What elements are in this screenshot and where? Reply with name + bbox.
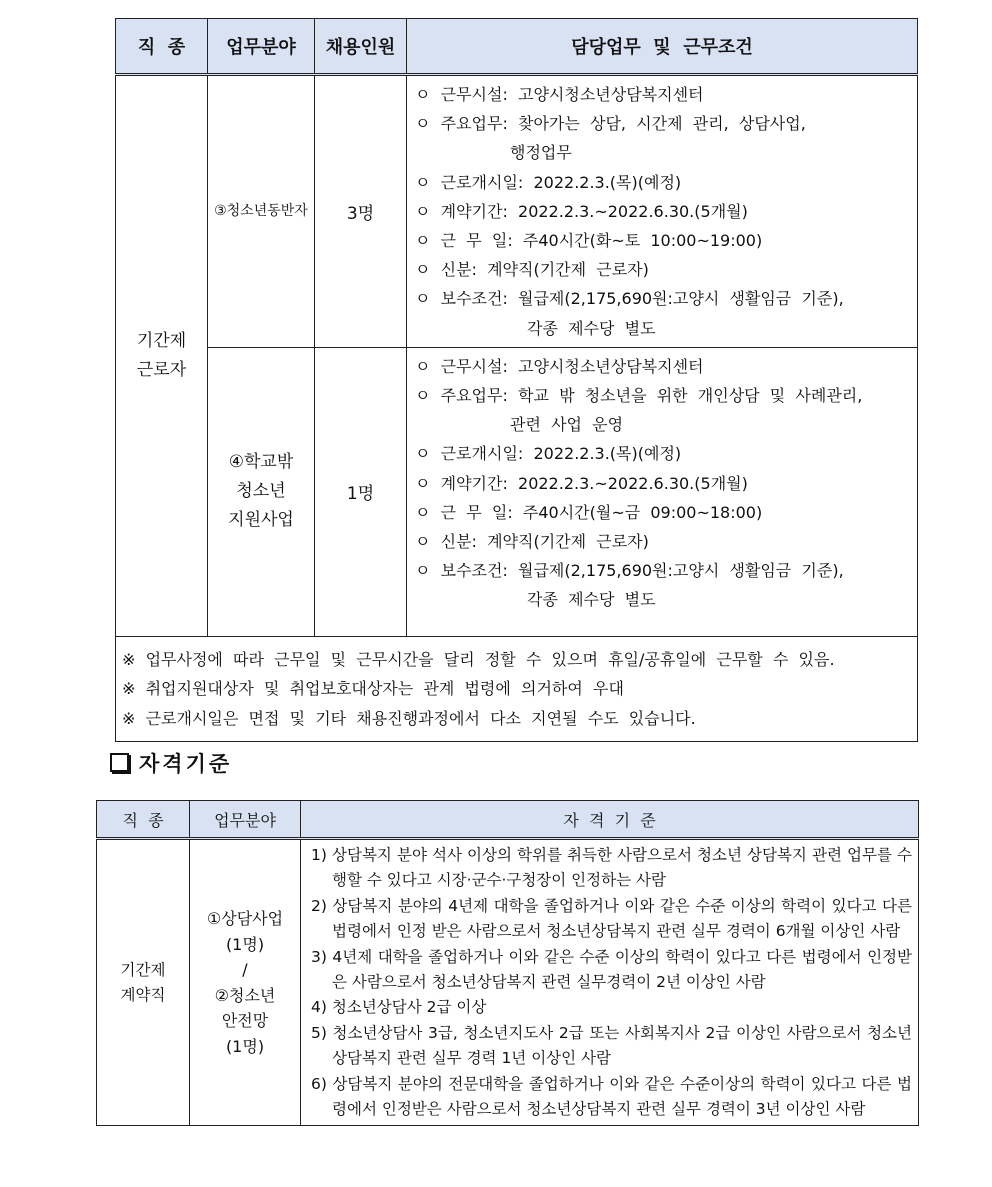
condition-line: ㅇ 보수조건: 월급제(2,175,690원:고양시 생활임금 기준), [415,561,844,581]
criteria-cell [301,839,919,1126]
condition-line: ㅇ 근무시설: 고양시청소년상담복지센터 [415,85,704,104]
job-type-line: 기간제 [136,330,187,351]
condition-line: ㅇ 신분: 계약직(기간제 근로자) [415,260,649,280]
header-field: 업무분야 [208,19,315,75]
note-line: ※ 업무사정에 따라 근무일 및 근무시간을 달리 정할 수 있으며 휴일/공휴일에 근무할 수 있음. [122,649,835,669]
section-title-text: 자격기준 [139,752,233,776]
recruitment-table-header [116,19,918,75]
header-criteria: 자 격 기 준 [301,801,919,839]
note-line: ※ 근로개시일은 면접 및 기타 채용진행과정에서 다소 지연될 수도 있습니다. [122,708,696,728]
recruitment-table [115,18,918,742]
job-type-cell [97,839,190,1126]
field-line: / [242,960,248,980]
job-type-line: 근로자 [136,359,187,380]
condition-line: ㅇ 주요업무: 찾아가는 상담, 시간제 관리, 상담사업, [415,114,806,134]
field-line: ①상담사업 [206,909,284,929]
condition-line: ㅇ 주요업무: 학교 밖 청소년을 위한 개인상담 및 사례관리, [415,386,863,406]
header-job-type: 직 종 [97,801,190,839]
criteria-item: 3) 4년제 대학을 졸업하거나 이와 같은 수준 이상의 학력이 있다고 다른 법령에서 인정받은 사람으로서 청소년상담복지 관련 실무경력이 2년 이상인 사람 [311,947,912,992]
condition-line: 행정업무 [510,143,572,163]
header-conditions: 담당업무 및 근무조건 [407,19,918,75]
recruitment-row [116,347,918,636]
field-cell [190,839,301,1126]
job-type-cell [116,75,208,637]
field-line: ④학교밖 [228,452,294,473]
field-line: 안전망 [221,1011,269,1031]
job-type-line: 계약직 [120,985,166,1004]
recruitment-row [116,75,918,348]
condition-line: ㅇ 보수조건: 월급제(2,175,690원:고양시 생활임금 기준), [415,289,844,309]
condition-line: ㅇ 계약기간: 2022.2.3.~2022.6.30.(5개월) [415,201,748,221]
qualification-table [96,800,919,1126]
criteria-item: 5) 청소년상담사 3급, 청소년지도사 2급 또는 사회복지사 2급 이상인 사람으로서 청소년상담복지 관련 실무 경력 1년 이상인 사람 [311,1023,912,1068]
qualification-table-header [97,801,919,839]
condition-line: ㅇ 근 무 일: 주40시간(화~토 10:00~19:00) [415,231,763,251]
header-count: 채용인원 [315,19,407,75]
count-cell: 1명 [315,347,407,636]
header-field: 업무분야 [190,801,301,839]
qualification-row [97,839,919,1126]
condition-line: ㅇ 근무시설: 고양시청소년상담복지센터 [415,356,704,376]
notes-cell [116,636,918,742]
condition-line: ㅇ 근 무 일: 주40시간(월~금 09:00~18:00) [415,502,763,522]
condition-line: 관련 사업 운영 [510,415,624,435]
field-line: 청소년 [236,481,286,502]
field-line: 지원사업 [228,510,294,531]
field-line: (1명) [225,1036,265,1056]
condition-line: 각종 제수당 별도 [527,590,656,610]
notes-row [116,636,918,742]
condition-line: 각종 제수당 별도 [527,318,656,338]
field-line: (1명) [225,934,265,954]
criteria-item: 2) 상담복지 분야의 4년제 대학을 졸업하거나 이와 같은 수준 이상의 학력이 있다고 다른 법령에서 인정 받은 사람으로서 청소년상담복지 관련 실무 경력이 6개월 이상인 사람 [311,896,912,941]
condition-line: ㅇ 근로개시일: 2022.2.3.(목)(예정) [415,172,682,192]
condition-line: ㅇ 신분: 계약직(기간제 근로자) [415,532,649,552]
condition-line: ㅇ 근로개시일: 2022.2.3.(목)(예정) [415,444,682,464]
checkbox-square-icon [110,753,129,772]
job-type-line: 기간제 [120,960,166,979]
conditions-cell [407,75,918,348]
note-line: ※ 취업지원대상자 및 취업보호대상자는 관계 법령에 의거하여 우대 [122,679,624,699]
header-job-type: 직 종 [116,19,208,75]
section-title [110,748,232,778]
count-cell: 3명 [315,75,407,348]
field-cell [208,75,315,348]
condition-line: ㅇ 계약기간: 2022.2.3.~2022.6.30.(5개월) [415,473,748,493]
field-line: ③청소년동반자 [214,202,308,219]
criteria-item: 4) 청소년상담사 2급 이상 [311,998,487,1017]
field-cell [208,347,315,636]
conditions-cell [407,347,918,636]
criteria-item: 6) 상담복지 분야의 전문대학을 졸업하거나 이와 같은 수준이상의 학력이 있다고 다른 법령에서 인정받은 사람으로서 청소년상담복지 관련 실무 경력이 3년 이상인 사람 [311,1074,912,1119]
field-line: ②청소년 [214,985,276,1005]
criteria-item: 1) 상담복지 분야 석사 이상의 학위를 취득한 사람으로서 청소년 상담복지 관련 업무를 수행할 수 있다고 시장·군수·구청장이 인정하는 사람 [311,846,912,890]
